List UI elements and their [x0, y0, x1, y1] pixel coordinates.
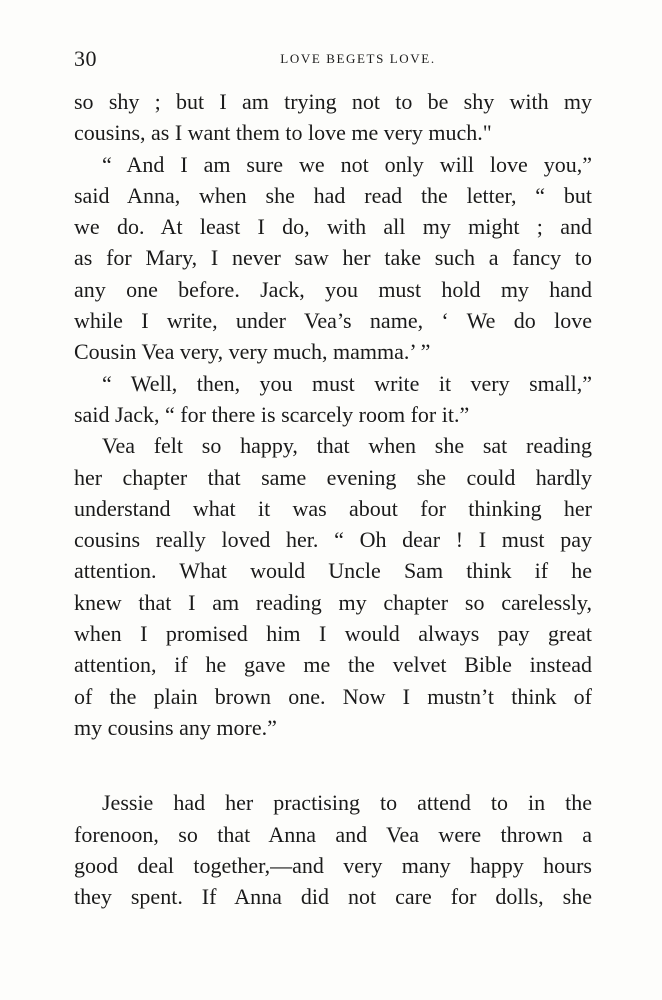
text-line: forenoon, so that Anna and Vea were thrown a [74, 821, 592, 847]
running-title: LOVE BEGETS LOVE. [280, 51, 436, 66]
text-line: any one before. Jack, you must hold my hand [74, 276, 592, 302]
text-line: they spent. If Anna did not care for dolls, she [74, 884, 592, 910]
text-line: said Jack, “ for there is scarcely room for it.” [74, 401, 470, 427]
text-line: Cousin Vea very, very much, mamma.’ ” [74, 339, 431, 365]
text-line: “ Well, then, you must write it very small,” [102, 370, 592, 396]
text-line: we do. At least I do, with all my might ; and [74, 214, 592, 240]
text-line: cousins, as I want them to love me very much." [74, 120, 492, 146]
section-break [74, 743, 592, 787]
text-line: attention, if he gave me the velvet Bible instead [74, 652, 592, 678]
text-line: understand what it was about for thinking her [74, 495, 592, 521]
text-line: as for Mary, I never saw her take such a fancy to [74, 245, 592, 271]
paragraph [74, 368, 592, 431]
text-line: so shy ; but I am trying not to be shy with my [74, 89, 592, 114]
page-number: 30 [74, 46, 97, 71]
text-line: her chapter that same evening she could hardly [74, 464, 592, 490]
text-line: knew that I am reading my chapter so carelessly, [74, 589, 592, 615]
paragraph [74, 86, 592, 149]
paragraph [74, 787, 592, 912]
text-line: “ And I am sure we not only will love you,” [102, 151, 592, 177]
paragraph [74, 149, 592, 368]
text-line: while I write, under Vea’s name, ‘ We do love [74, 308, 592, 334]
text-line: when I promised him I would always pay great [74, 621, 592, 647]
text-line: of the plain brown one. Now I mustn’t think of [74, 683, 592, 709]
text-line: good deal together,—and very many happy hours [74, 852, 592, 878]
text-line: Jessie had her practising to attend to in the [102, 790, 592, 816]
text-line: said Anna, when she had read the letter, “ but [74, 182, 592, 208]
paragraph [74, 430, 592, 743]
running-head [74, 44, 592, 74]
text-line: Vea felt so happy, that when she sat reading [102, 433, 592, 459]
text-line: cousins really loved her. “ Oh dear ! I must pay [74, 527, 592, 553]
body-text [74, 86, 592, 912]
text-line: attention. What would Uncle Sam think if he [74, 558, 592, 584]
text-line: my cousins any more.” [74, 714, 277, 740]
